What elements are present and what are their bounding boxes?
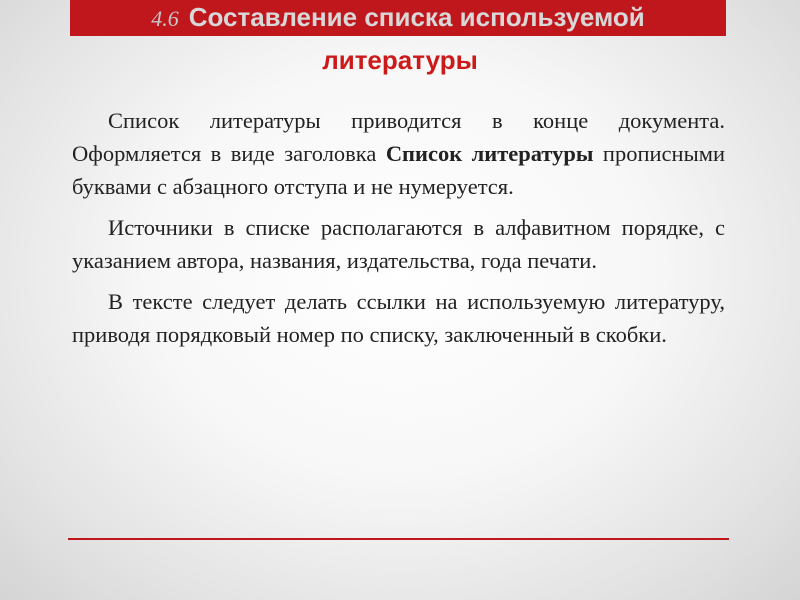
title-banner [70,0,726,36]
title-line-1: Составление списка используемой [188,2,645,32]
bottom-divider [68,538,729,540]
paragraph-1-text-a: Список литературы приводится в конце документа. Оформляется в виде заголовка [72,108,725,166]
slide-body [72,104,725,359]
paragraph-3: В тексте следует делать ссылки на используемую литературу, приводя порядковый номер по списку, заключенный в скобки. [72,289,725,347]
paragraph-1-bold: Список литературы [385,141,594,166]
paragraph-2: Источники в списке располагаются в алфавитном порядке, с указанием автора, названия, издательства, года печати. [72,215,725,273]
section-number: 4.6 [151,6,179,31]
paragraph-1 [72,104,725,203]
paragraph-1-text-b: прописными буквами с абзацного отступа и не нумеруется. [72,141,725,199]
title-line-2: литературы [322,45,478,75]
